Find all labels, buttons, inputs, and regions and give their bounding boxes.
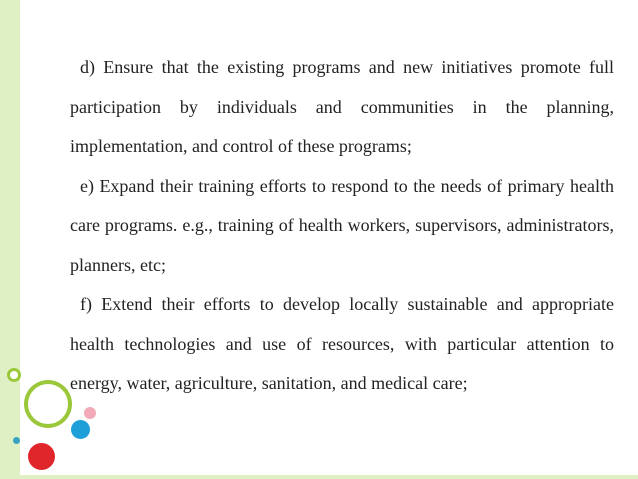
blue-dot-decor [71,420,90,439]
pink-dot-decor [84,407,96,419]
small-green-ring-decor [7,368,21,382]
paragraph-d: d) Ensure that the existing programs and new initiatives promote full participation by individuals and communities in the planning, implementation, and control of these programs; [70,57,614,156]
left-decor-bar [0,0,20,479]
small-teal-dot-decor [13,437,20,444]
bottom-decor-bar [0,475,638,479]
paragraph-e: e) Expand their training efforts to respond to the needs of primary health care programs. e.g., training of health workers, supervisors, administrators, planners, etc; [70,175,614,275]
paragraph-f: f) Extend their efforts to develop locally sustainable and appropriate health technologies and use of resources, with particular attention to energy, water, agriculture, sanitation, and medical care; [70,294,614,393]
large-green-circle-inner-decor [28,384,68,424]
slide-body-text [70,48,614,404]
red-circle-decor [28,443,55,470]
